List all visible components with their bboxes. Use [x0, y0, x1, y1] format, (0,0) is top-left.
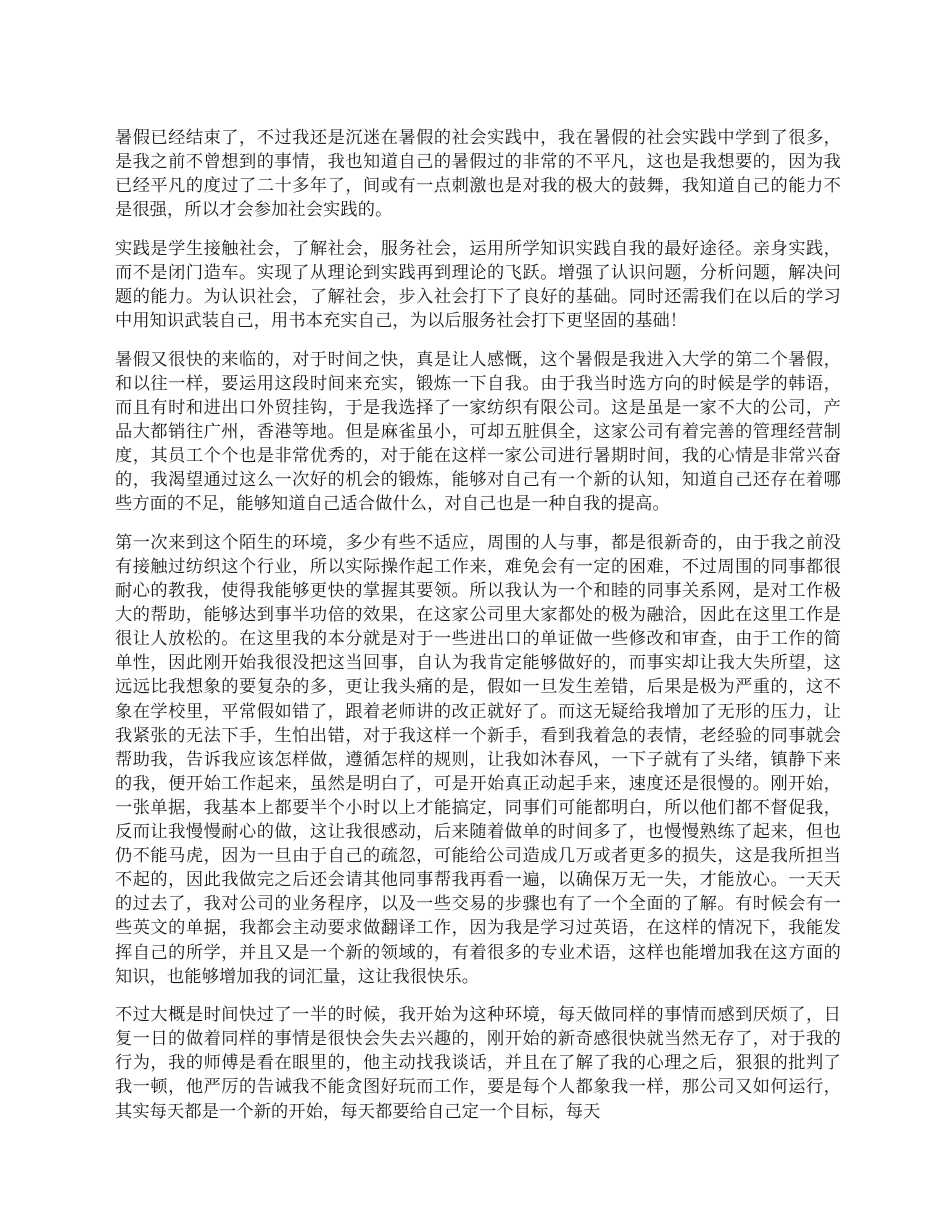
paragraph-5: 不过大概是时间快过了一半的时候，我开始为这种环境，每天做同样的事情而感到厌烦了，日复一日的做着同样的事情是很快会失去兴趣的，刚开始的新奇感很快就当然无存了，对于我的行为，我的师傅是看在眼里的，他主动找我谈话，并且在了解了我的心理之后，狠狠的批判了我一顿，他严厉的告诫我不能贪图好玩而工作，要是每个人都象我一样，那公司又如何运行，其实每天都是一个新的开始，每天都要给自己定一个目标，每天 — [115, 1005, 841, 1122]
paragraph-3: 暑假又很快的来临的，对于时间之快，真是让人感慨，这个暑假是我进入大学的第二个暑假，和以往一样，要运用这段时间来充实，锻炼一下自我。由于我当时选方向的时候是学的韩语，而且有时和进出口外贸挂钩，于是我选择了一家纺织有限公司。这是虽是一家不大的公司，产品大都销往广州，香港等地。但是麻雀虽小，可却五脏俱全，这家公司有着完善的管理经营制度，其员工个个也是非常优秀的，对于能在这样一家公司进行暑期时间，我的心情是非常兴奋的，我渴望通过这么一次好的机会的锻炼，能够对自己有一个新的认知，知道自己还存在着哪些方面的不足，能够知道自己适合做什么，对自己也是一种自我的提高。 — [115, 349, 841, 515]
document-body — [115, 126, 841, 1138]
paragraph-2: 实践是学生接触社会，了解社会，服务社会，运用所学知识实践自我的最好途径。亲身实践，而不是闭门造车。实现了从理论到实践再到理论的飞跃。增强了认识问题，分析问题，解决问题的能力。为认识社会，了解社会，步入社会打下了良好的基础。同时还需我们在以后的学习中用知识武装自己，用书本充实自己，为以后服务社会打下更坚固的基础！ — [115, 238, 841, 332]
paragraph-4: 第一次来到这个陌生的环境，多少有些不适应，周围的人与事，都是很新奇的，由于我之前没有接触过纺织这个行业，所以实际操作起工作来，难免会有一定的困难，不过周围的同事都很耐心的教我，使得我能够更快的掌握其要领。所以我认为一个和睦的同事关系网，是对工作极大的帮助，能够达到事半功倍的效果，在这家公司里大家都处的极为融洽，因此在这里工作是很让人放松的。在这里我的本分就是对于一些进出口的单证做一些修改和审查，由于工作的简单性，因此刚开始我很没把这当回事，自认为我肯定能够做好的，而事实却让我大失所望，这远远比我想象的要复杂的多，更让我头痛的是，假如一旦发生差错，后果是极为严重的，这不象在学校里，平常假如错了，跟着老师讲的改正就好了。而这无疑给我增加了无形的压力，让我紧张的无法下手，生怕出错，对于我这样一个新手，看到我着急的表情，老经验的同事就会帮助我，告诉我应该怎样做，遵循怎样的规则，让我如沐春风，一下子就有了头绪，镇静下来的我，便开始工作起来，虽然是明白了，可是开始真正动起手来，速度还是很慢的。刚开始，一张单据，我基本上都要半个小时以上才能搞定，同事们可能都明白，所以他们都不督促我，反而让我慢慢耐心的做，这让我很感动，后来随着做单的时间多了，也慢慢熟练了起来，但也仍不能马虎，因为一旦由于自己的疏忽，可能给公司造成几万或者更多的损失，这是我所担当不起的，因此我做完之后还会请其他同事帮我再看一遍，以确保万无一失，才能放心。一天天的过去了，我对公司的业务程序，以及一些交易的步骤也有了一个全面的了解。有时候会有一些英文的单据，我都会主动要求做翻译工作，因为我是学习过英语，在这样的情况下，我能发挥自己的所学，并且又是一个新的领域的，有着很多的专业术语，这样也能增加我在这方面的知识，也能够增加我的词汇量，这让我很快乐。 — [115, 532, 841, 987]
paragraph-1: 暑假已经结束了，不过我还是沉迷在暑假的社会实践中，我在暑假的社会实践中学到了很多，是我之前不曾想到的事情，我也知道自己的暑假过的非常的不平凡，这也是我想要的，因为我已经平凡的度过了二十多年了，间或有一点刺激也是对我的极大的鼓舞，我知道自己的能力不是很强，所以才会参加社会实践的。 — [115, 128, 841, 221]
